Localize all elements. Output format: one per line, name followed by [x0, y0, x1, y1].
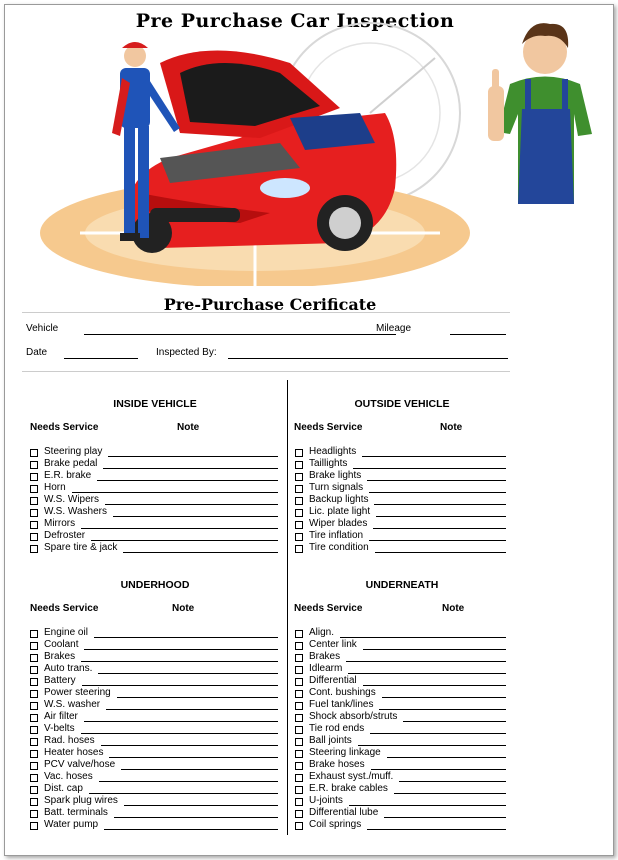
- mileage-input-line[interactable]: [450, 334, 506, 335]
- vehicle-label: Vehicle: [26, 323, 59, 334]
- date-label: Date: [26, 347, 48, 358]
- needs-service-checkbox[interactable]: [295, 485, 303, 493]
- note-line[interactable]: [374, 504, 506, 505]
- needs-service-checkbox[interactable]: [30, 714, 38, 722]
- needs-service-checkbox[interactable]: [295, 521, 303, 529]
- date-input-line[interactable]: [64, 358, 138, 359]
- page-title: Pre Purchase Car Inspection: [135, 10, 455, 32]
- needs-service-checkbox[interactable]: [30, 786, 38, 794]
- checklist-item: [295, 542, 510, 554]
- checklist-item-label: Shock absorb/struts: [309, 711, 398, 722]
- checklist-item: [30, 807, 282, 819]
- checklist-item: [30, 639, 282, 651]
- needs-service-checkbox[interactable]: [30, 678, 38, 686]
- checklist-item-label: Tie rod ends: [309, 723, 365, 734]
- note-line[interactable]: [369, 492, 506, 493]
- checklist-item: [30, 651, 282, 663]
- note-line[interactable]: [379, 709, 506, 710]
- checklist-item: [295, 723, 510, 735]
- checklist-item: [30, 711, 282, 723]
- checklist-item: [295, 795, 510, 807]
- needs-service-checkbox[interactable]: [30, 485, 38, 493]
- checklist-item: [295, 470, 510, 482]
- checklist-item-label: Power steering: [44, 687, 111, 698]
- checklist-item-label: Battery: [44, 675, 76, 686]
- note-line[interactable]: [106, 709, 278, 710]
- needs-service-checkbox[interactable]: [295, 666, 303, 674]
- checklist-item-label: PCV valve/hose: [44, 759, 116, 770]
- checklist-item: [30, 783, 282, 795]
- needs-service-checkbox[interactable]: [295, 678, 303, 686]
- needs-service-checkbox[interactable]: [30, 630, 38, 638]
- checklist-item-label: W.S. washer: [44, 699, 101, 710]
- checklist-item-label: Mirrors: [44, 518, 76, 529]
- checklist-item: [30, 795, 282, 807]
- checklist-item-label: Heater hoses: [44, 747, 104, 758]
- underneath-heading: UNDERNEATH: [365, 579, 439, 591]
- checklist-item-label: Taillights: [309, 458, 348, 469]
- column-divider: [287, 380, 288, 835]
- checklist-item-label: Batt. terminals: [44, 807, 108, 818]
- needs-service-checkbox[interactable]: [295, 642, 303, 650]
- needs-service-checkbox[interactable]: [295, 449, 303, 457]
- underneath-needs-service-header: Needs Service: [294, 603, 363, 614]
- checklist-item-label: Brake lights: [309, 470, 362, 481]
- checklist-item: [30, 699, 282, 711]
- checklist-item-label: E.R. brake cables: [309, 783, 388, 794]
- note-line[interactable]: [105, 504, 278, 505]
- checklist-item-label: Air filter: [44, 711, 78, 722]
- checklist-item-label: Steering play: [44, 446, 103, 457]
- needs-service-checkbox[interactable]: [30, 545, 38, 553]
- note-line[interactable]: [362, 456, 506, 457]
- checklist-item-label: Spark plug wires: [44, 795, 118, 806]
- note-line[interactable]: [82, 685, 278, 686]
- note-line[interactable]: [340, 637, 506, 638]
- checklist-item-label: V-belts: [44, 723, 75, 734]
- checklist-item: [295, 819, 510, 831]
- needs-service-checkbox[interactable]: [30, 762, 38, 770]
- note-line[interactable]: [99, 781, 278, 782]
- checklist-item-label: Differential: [309, 675, 357, 686]
- checklist-item: [30, 759, 282, 771]
- needs-service-checkbox[interactable]: [30, 642, 38, 650]
- checklist-item: [30, 675, 282, 687]
- checklist-item-label: Lic. plate light: [309, 506, 371, 517]
- needs-service-checkbox[interactable]: [295, 533, 303, 541]
- checklist-item-label: Idlearm: [309, 663, 343, 674]
- needs-service-checkbox[interactable]: [295, 786, 303, 794]
- checklist-item: [30, 530, 282, 542]
- checklist-item-label: Center link: [309, 639, 357, 650]
- note-line[interactable]: [376, 516, 506, 517]
- note-line[interactable]: [367, 480, 506, 481]
- needs-service-checkbox[interactable]: [30, 461, 38, 469]
- needs-service-checkbox[interactable]: [30, 798, 38, 806]
- note-line[interactable]: [81, 733, 278, 734]
- note-line[interactable]: [121, 769, 278, 770]
- note-line[interactable]: [363, 649, 506, 650]
- note-line[interactable]: [373, 528, 506, 529]
- note-line[interactable]: [358, 745, 506, 746]
- needs-service-checkbox[interactable]: [30, 449, 38, 457]
- outside-note-header: Note: [440, 422, 463, 433]
- checklist-item-label: Differential lube: [309, 807, 379, 818]
- needs-service-checkbox[interactable]: [295, 738, 303, 746]
- checklist-item-label: Turn signals: [309, 482, 364, 493]
- checklist-item-label: Brakes: [309, 651, 341, 662]
- checklist-item-label: Engine oil: [44, 627, 88, 638]
- checklist-item: [295, 663, 510, 675]
- note-line[interactable]: [348, 673, 506, 674]
- note-line[interactable]: [403, 721, 506, 722]
- needs-service-checkbox[interactable]: [295, 509, 303, 517]
- needs-service-checkbox[interactable]: [30, 738, 38, 746]
- checklist-item: [30, 723, 282, 735]
- car-mechanic-illustration: [40, 18, 480, 286]
- certificate-title: Pre-Purchase Cerificate: [163, 295, 377, 314]
- checklist-item: [30, 735, 282, 747]
- checklist-item-label: Align.: [309, 627, 335, 638]
- checklist-item: [295, 639, 510, 651]
- checklist-item: [295, 735, 510, 747]
- needs-service-checkbox[interactable]: [30, 690, 38, 698]
- outside-needs-service-header: Needs Service: [294, 422, 363, 433]
- checklist-item-label: Steering linkage: [309, 747, 381, 758]
- needs-service-checkbox[interactable]: [295, 810, 303, 818]
- note-line[interactable]: [89, 793, 278, 794]
- needs-service-checkbox[interactable]: [295, 714, 303, 722]
- note-line[interactable]: [113, 516, 278, 517]
- needs-service-checkbox[interactable]: [295, 630, 303, 638]
- inside-note-header: Note: [177, 422, 200, 433]
- checklist-item: [295, 783, 510, 795]
- underhood-list: [30, 627, 282, 831]
- checklist-item: [295, 807, 510, 819]
- checklist-item-label: W.S. Wipers: [44, 494, 100, 505]
- checklist-item: [30, 627, 282, 639]
- note-line[interactable]: [91, 540, 278, 541]
- inside-vehicle-list: [30, 446, 282, 554]
- needs-service-checkbox[interactable]: [30, 810, 38, 818]
- note-line[interactable]: [371, 769, 506, 770]
- needs-service-checkbox[interactable]: [30, 533, 38, 541]
- note-line[interactable]: [72, 492, 278, 493]
- checklist-item: [295, 518, 510, 530]
- checklist-item-label: Vac. hoses: [44, 771, 93, 782]
- checklist-item-label: Brake pedal: [44, 458, 98, 469]
- note-line[interactable]: [399, 781, 506, 782]
- checklist-item-label: Defroster: [44, 530, 86, 541]
- needs-service-checkbox[interactable]: [30, 702, 38, 710]
- mechanic-thumbs-up-illustration: [470, 14, 602, 204]
- needs-service-checkbox[interactable]: [30, 774, 38, 782]
- checklist-item: [295, 530, 510, 542]
- checklist-item: [295, 771, 510, 783]
- note-line[interactable]: [346, 661, 506, 662]
- checklist-item-label: Horn: [44, 482, 66, 493]
- note-line[interactable]: [84, 649, 278, 650]
- note-line[interactable]: [123, 552, 278, 553]
- checklist-item-label: Backup lights: [309, 494, 369, 505]
- note-line[interactable]: [369, 540, 506, 541]
- checklist-item: [295, 458, 510, 470]
- checklist-item-label: Coil springs: [309, 819, 362, 830]
- checklist-item-label: Exhaust syst./muff.: [309, 771, 394, 782]
- underhood-needs-service-header: Needs Service: [30, 603, 99, 614]
- needs-service-checkbox[interactable]: [295, 750, 303, 758]
- checklist-item: [295, 747, 510, 759]
- inspected-by-label: Inspected By:: [156, 347, 217, 358]
- checklist-item: [30, 446, 282, 458]
- note-line[interactable]: [104, 829, 278, 830]
- checklist-item: [30, 771, 282, 783]
- checklist-item: [30, 494, 282, 506]
- underhood-note-header: Note: [172, 603, 195, 614]
- checklist-item-label: W.S. Washers: [44, 506, 107, 517]
- needs-service-checkbox[interactable]: [295, 545, 303, 553]
- checklist-item-label: U-joints: [309, 795, 343, 806]
- needs-service-checkbox[interactable]: [295, 798, 303, 806]
- needs-service-checkbox[interactable]: [30, 521, 38, 529]
- needs-service-checkbox[interactable]: [30, 750, 38, 758]
- needs-service-checkbox[interactable]: [295, 726, 303, 734]
- checklist-item: [30, 687, 282, 699]
- note-line[interactable]: [97, 480, 278, 481]
- note-line[interactable]: [81, 528, 278, 529]
- note-line[interactable]: [114, 817, 278, 818]
- note-line[interactable]: [109, 757, 278, 758]
- checklist-item: [295, 675, 510, 687]
- checklist-item: [295, 759, 510, 771]
- checklist-item-label: Brakes: [44, 651, 76, 662]
- checklist-item-label: Dist. cap: [44, 783, 83, 794]
- checklist-item-label: Rad. hoses: [44, 735, 95, 746]
- needs-service-checkbox[interactable]: [295, 654, 303, 662]
- mileage-label: Mileage: [376, 323, 412, 334]
- inside-vehicle-heading: INSIDE VEHICLE: [113, 398, 197, 410]
- needs-service-checkbox[interactable]: [295, 774, 303, 782]
- note-line[interactable]: [103, 468, 278, 469]
- needs-service-checkbox[interactable]: [295, 822, 303, 830]
- note-line[interactable]: [98, 673, 278, 674]
- checklist-item-label: Tire condition: [309, 542, 369, 553]
- needs-service-checkbox[interactable]: [30, 654, 38, 662]
- needs-service-checkbox[interactable]: [295, 461, 303, 469]
- outside-vehicle-heading: OUTSIDE VEHICLE: [354, 398, 450, 410]
- checklist-item: [295, 711, 510, 723]
- needs-service-checkbox[interactable]: [295, 690, 303, 698]
- checklist-item: [30, 470, 282, 482]
- needs-service-checkbox[interactable]: [30, 473, 38, 481]
- checklist-item-label: Brake hoses: [309, 759, 365, 770]
- needs-service-checkbox[interactable]: [295, 762, 303, 770]
- note-line[interactable]: [353, 468, 506, 469]
- underneath-list: [295, 627, 510, 831]
- note-line[interactable]: [367, 829, 506, 830]
- vehicle-info-fields: [22, 312, 510, 372]
- needs-service-checkbox[interactable]: [30, 666, 38, 674]
- checklist-item-label: Cont. bushings: [309, 687, 376, 698]
- checklist-item-label: Coolant: [44, 639, 79, 650]
- checklist-item: [295, 446, 510, 458]
- checklist-item-label: Ball joints: [309, 735, 352, 746]
- note-line[interactable]: [101, 745, 278, 746]
- checklist-item: [30, 747, 282, 759]
- inspected-by-input-line[interactable]: [228, 358, 508, 359]
- underneath-note-header: Note: [442, 603, 465, 614]
- note-line[interactable]: [387, 757, 506, 758]
- checklist-item: [295, 482, 510, 494]
- checklist-item: [30, 518, 282, 530]
- note-line[interactable]: [81, 661, 278, 662]
- checklist-item-label: Wiper blades: [309, 518, 368, 529]
- note-line[interactable]: [108, 456, 278, 457]
- note-line[interactable]: [363, 685, 506, 686]
- checklist-item: [295, 494, 510, 506]
- note-line[interactable]: [117, 697, 278, 698]
- checklist-item: [30, 458, 282, 470]
- needs-service-checkbox[interactable]: [295, 702, 303, 710]
- note-line[interactable]: [94, 637, 278, 638]
- checklist-item: [30, 819, 282, 831]
- needs-service-checkbox[interactable]: [295, 473, 303, 481]
- checklist-item: [295, 506, 510, 518]
- checklist-item: [295, 627, 510, 639]
- note-line[interactable]: [124, 805, 278, 806]
- checklist-item-label: Tire inflation: [309, 530, 364, 541]
- checklist-item-label: Water pump: [44, 819, 99, 830]
- outside-vehicle-list: [295, 446, 510, 554]
- note-line[interactable]: [349, 805, 506, 806]
- note-line[interactable]: [384, 817, 506, 818]
- checklist-item-label: Auto trans.: [44, 663, 93, 674]
- checklist-item: [30, 663, 282, 675]
- note-line[interactable]: [84, 721, 278, 722]
- checklist-item: [295, 651, 510, 663]
- underhood-heading: UNDERHOOD: [120, 579, 190, 591]
- checklist-item: [30, 506, 282, 518]
- checklist-item-label: Fuel tank/lines: [309, 699, 374, 710]
- checklist-item-label: Headlights: [309, 446, 357, 457]
- needs-service-checkbox[interactable]: [30, 822, 38, 830]
- checklist-item: [30, 482, 282, 494]
- needs-service-checkbox[interactable]: [30, 497, 38, 505]
- checklist-item-label: Spare tire & jack: [44, 542, 118, 553]
- note-line[interactable]: [382, 697, 506, 698]
- needs-service-checkbox[interactable]: [30, 509, 38, 517]
- checklist-item: [295, 699, 510, 711]
- inside-needs-service-header: Needs Service: [30, 422, 99, 433]
- checklist-item: [30, 542, 282, 554]
- vehicle-input-line[interactable]: [84, 334, 396, 335]
- note-line[interactable]: [394, 793, 506, 794]
- checklist-item-label: E.R. brake: [44, 470, 92, 481]
- checklist-item: [295, 687, 510, 699]
- needs-service-checkbox[interactable]: [30, 726, 38, 734]
- needs-service-checkbox[interactable]: [295, 497, 303, 505]
- note-line[interactable]: [375, 552, 506, 553]
- note-line[interactable]: [370, 733, 506, 734]
